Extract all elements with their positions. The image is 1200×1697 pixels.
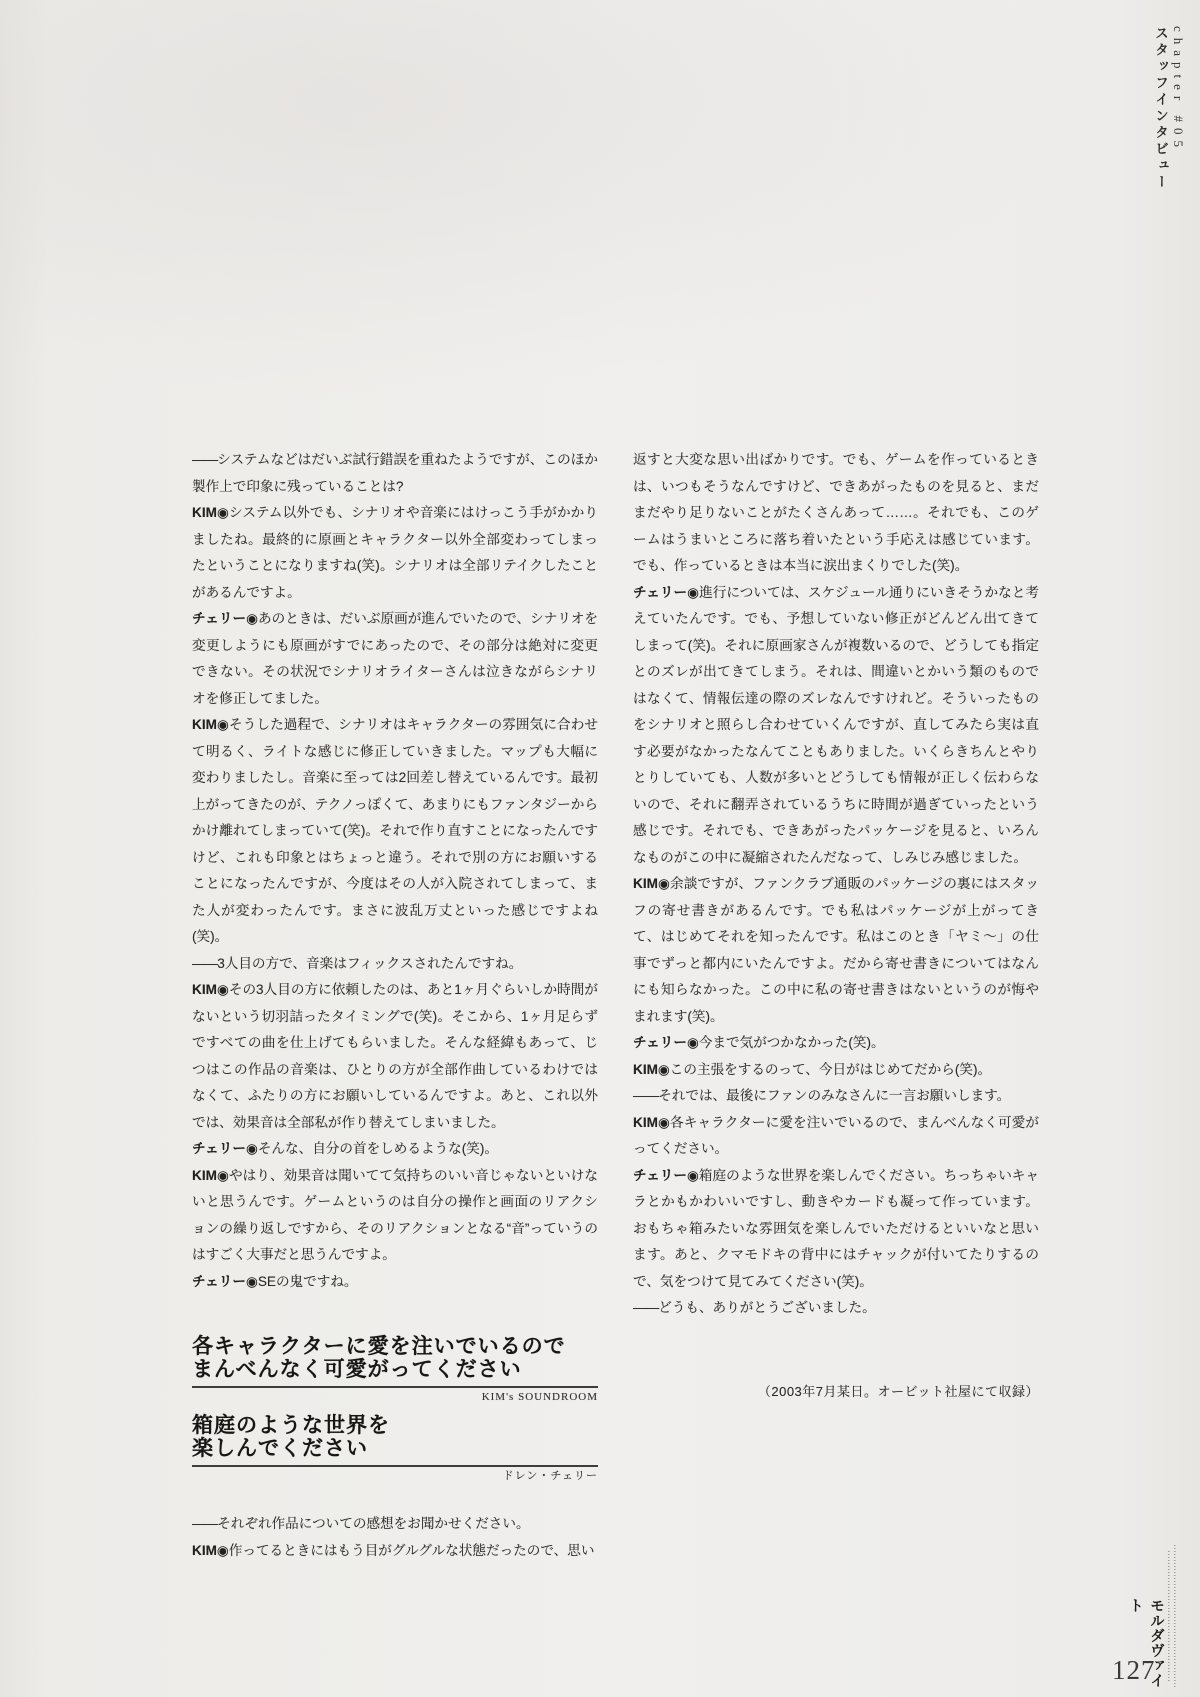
- speaker-name: チェリー◉: [192, 611, 258, 626]
- speaker-turn: チェリー◉あのときは、だいぶ原画が進んでいたので、シナリオを変更しようにも原画がすでにあったので、その部分は絶対に変更できない。その状況でシナリオライターさんは泣きながらシナリオを修正してました。: [192, 611, 599, 706]
- interviewer-dash: ――: [192, 955, 218, 971]
- divider-rule: [192, 1386, 598, 1388]
- pull-quote-line1: 箱庭のような世界を: [192, 1413, 390, 1437]
- speaker-turn: チェリー◉進行については、スケジュール通りにいきそうかなと考えていたんです。でも、予想していない修正がどんどん出てきてしまって(笑)。それに原画家さんが複数いるので、どうしても指定とのズレが出てきてしまう。それは、間違いとかいう類のものではなくて、情報伝達の際のズレなんですけれど。そういったものをシナリオと照らし合わせていくんですが、直してみたら実は直す必要がなかったなんてこともありました。いくらきちんとやりとりしていても、人数が多いとどうしても情報が正しく伝わらないので、それに翻弄されているうちに時間が過ぎていったという感じです。それでも、できあがったパッケージを見ると、いろんなものがこの中に凝縮されたんだなって、しみじみ感じました。: [633, 584, 1039, 865]
- interview-column-right: [633, 447, 1040, 1399]
- pull-quote-cherry: [192, 1414, 598, 1482]
- interviewer-dash: ――: [633, 1088, 659, 1103]
- interviewer-question: ――それぞれ作品についての感想をお聞かせください。: [192, 1516, 530, 1531]
- speaker-turn: チェリー◉そんな、自分の首をしめるような(笑)。: [192, 1141, 498, 1156]
- pull-quote-line1: 各キャラクターに愛を注いでいるので: [192, 1334, 566, 1358]
- speaker-name: KIM◉: [633, 876, 670, 891]
- speaker-name: チェリー◉: [633, 584, 700, 600]
- section-label: スタッフインタビュー: [1153, 26, 1168, 191]
- speaker-turn: KIM◉各キャラクターに愛を注いでいるので、まんべんなく可愛がってください。: [633, 1114, 1039, 1156]
- turn-continuation: 返すと大変な思い出ばかりです。でも、ゲームを作っているときは、いつもそうなんですけど、できあがったものを見ると、まだまだやり足りないことがたくさんあって……。それでも、このゲームはうまいところに落ち着いたという手応えは感じています。でも、作っているときは本当に涙出まくりでした(笑)。: [633, 452, 1039, 573]
- speaker-name: KIM◉: [192, 982, 229, 997]
- pull-quote-text: [192, 1335, 598, 1381]
- speaker-turn: KIM◉やはり、効果音は聞いてて気持ちのいい音じゃないといけないと思うんです。ゲームというのは自分の操作と画面のリアクションの繰り返しですから、そのリアクションとなる“音”っていうのはすごく大事だと思うんですよ。: [192, 1167, 598, 1262]
- interview-column-left: [192, 447, 598, 1564]
- interviewer-question: ――どうも、ありがとうございました。: [633, 1300, 876, 1315]
- speaker-turn: KIM◉この主張をするのって、今日がはじめてだから(笑)。: [633, 1061, 992, 1077]
- pull-quote-kim: [192, 1335, 598, 1403]
- speaker-turn: KIM◉余談ですが、ファンクラブ通販のパッケージの裏にはスタッフの寄せ書きがあるんです。でも私はパッケージが上がってきて、はじめてそれを知ったんです。私はこのとき「ヤミ〜」の仕事でずっと都内にいたんですよ。だから寄せ書きについてはなんにも知らなかった。この中に私の寄せ書きはないというのが悔やまれます(笑)。: [633, 876, 1039, 1024]
- speaker-name: チェリー◉: [633, 1035, 699, 1050]
- interviewer-question: ――システムなどはだいぶ試行錯誤を重ねたようですが、このほか製作上で印象に残っていることは?: [192, 452, 598, 494]
- speaker-name: KIM◉: [192, 505, 230, 520]
- speaker-turn: チェリー◉今まで気がつかなかった(笑)。: [633, 1035, 885, 1050]
- chapter-label: chapter #05: [1171, 26, 1186, 154]
- pull-quote-attribution: ドレン・チェリー: [502, 1470, 598, 1482]
- pull-quote-line2: まんべんなく可愛がってください: [192, 1357, 522, 1381]
- speaker-name: KIM◉: [633, 1114, 670, 1130]
- speaker-name: KIM◉: [192, 1167, 229, 1183]
- interview-turns-left-bottom: [192, 1511, 598, 1564]
- pull-quotes: [192, 1335, 598, 1482]
- speaker-name: KIM◉: [192, 717, 229, 732]
- speaker-turn: KIM◉その3人目の方に依頼したのは、あと1ヶ月ぐらいしか時間がないという切羽詰ったタイミングで(笑)。そこから、1ヶ月足らずですべての曲を仕上げてもらいました。そんな経緯もあって、じつはこの作品の音楽は、ひとりの方が全部作曲しているわけではなくて、ふたりの方にお願いしているんですよ。あと、これ以外では、効果音は全部私が作り替えてしまいました。: [192, 982, 598, 1130]
- pull-quote-line2: 楽しんでください: [192, 1436, 368, 1460]
- interviewer-question: ――それでは、最後にファンのみなさんに一言お願いします。: [633, 1088, 1011, 1103]
- speaker-turn: チェリー◉箱庭のような世界を楽しんでください。ちっちゃいキャラとかもかわいいですし、動きやカードも凝って作っています。おもちゃ箱みたいな雰囲気を楽しんでいただけるといいなと思います。あと、クマモドキの背中にはチャックが付いてたりするので、気をつけて見てみてください(笑)。: [633, 1167, 1040, 1289]
- interviewer-dash: ――: [192, 452, 218, 467]
- speaker-turn: チェリー◉SEの鬼ですね。: [192, 1273, 358, 1289]
- page-number: 127: [1112, 1655, 1156, 1685]
- interviewer-dash: ――: [633, 1300, 659, 1315]
- pull-quote-text: [192, 1414, 598, 1460]
- divider-rule: [192, 1465, 598, 1467]
- interviewer-dash: ――: [192, 1516, 218, 1531]
- speaker-name: KIM◉: [192, 1542, 229, 1558]
- speaker-turn: KIM◉システム以外でも、シナリオや音楽にはけっこう手がかかりましたね。最終的に原画とキャラクター以外全部変わってしまったということになりますね(笑)。シナリオは全部リテイクしたことがあるんですよ。: [192, 505, 598, 600]
- book-title-vertical: モルダヴァイト: [1127, 1598, 1164, 1688]
- speaker-name: チェリー◉: [192, 1141, 258, 1156]
- speaker-turn: KIM◉作ってるときにはもう目がグルグルな状態だったので、思い: [192, 1542, 595, 1558]
- pull-quote-attribution: KIM's SOUNDROOM: [481, 1391, 598, 1403]
- speaker-turn: KIM◉そうした過程で、シナリオはキャラクターの雰囲気に合わせて明るく、ライトな感じに修正していきました。マップも大幅に変わりましたし。音楽に至っては2回差し替えているんです。最初上がってきたのが、テクノっぽくて、あまりにもファンタジーからかけ離れてしまっていて(笑)。それで作り直すことになったんですけど、これも印象とはちょっと違う。それで別の方にお願いすることになったんですが、今度はその人が入院されてしまって、また人が変わったんです。まさに波乱万丈といった感じですよね(笑)。: [192, 717, 598, 944]
- chapter-header-vertical: [1147, 26, 1186, 191]
- interview-turns-right: [633, 447, 1039, 1322]
- interview-turns-left-top: [192, 447, 598, 1295]
- interviewer-question: ――3人目の方で、音楽はフィックスされたんですね。: [192, 955, 523, 971]
- speaker-name: チェリー◉: [633, 1167, 699, 1183]
- spine-microtext: [1168, 1545, 1176, 1687]
- speaker-name: KIM◉: [633, 1061, 670, 1077]
- recording-note: （2003年7月某日。オービット社屋にて収録）: [757, 1384, 1039, 1399]
- speaker-name: チェリー◉: [192, 1273, 258, 1289]
